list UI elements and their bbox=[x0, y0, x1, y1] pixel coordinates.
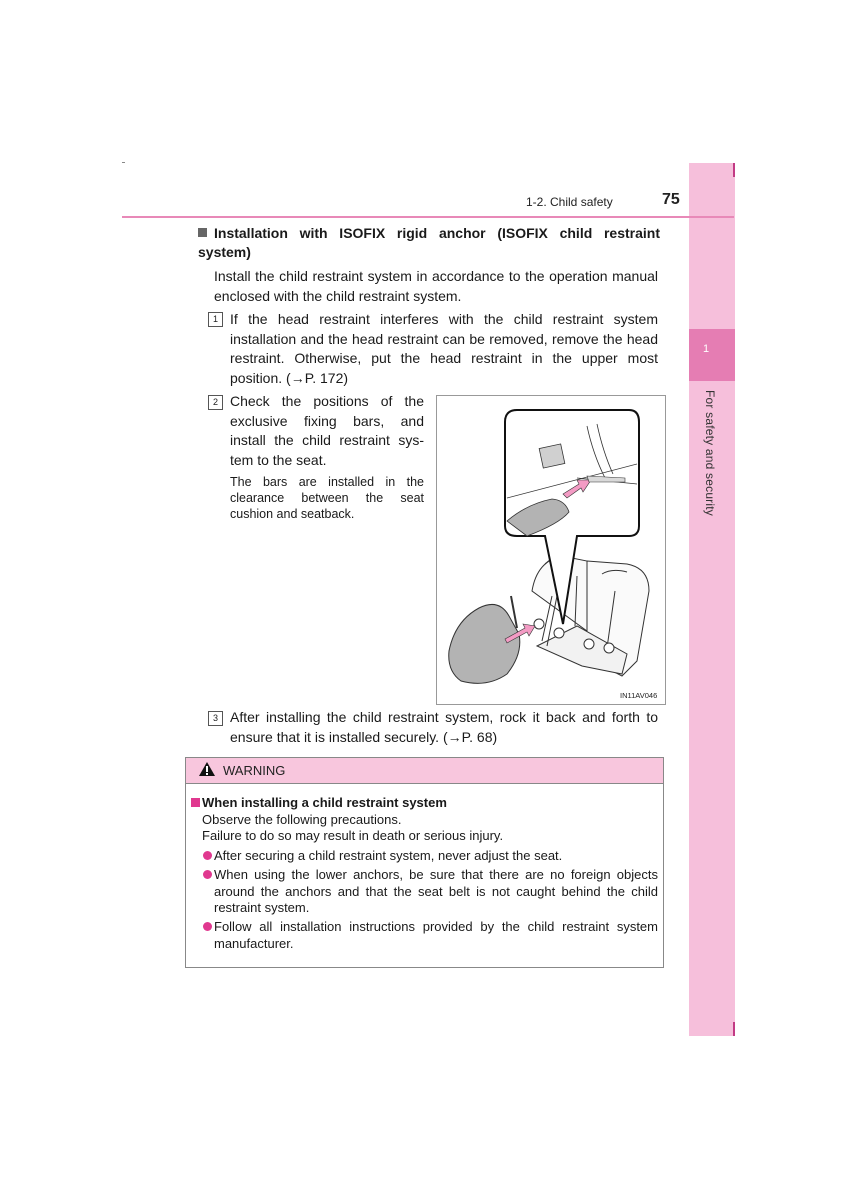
page-number: 75 bbox=[662, 191, 680, 208]
step-number-1: 1 bbox=[208, 312, 223, 327]
bullet-icon bbox=[203, 922, 212, 931]
warning-label: WARNING bbox=[223, 763, 286, 778]
chapter-number: 1 bbox=[703, 343, 710, 355]
isofix-illustration bbox=[436, 395, 666, 705]
header-rule bbox=[122, 216, 734, 218]
section-title: 1-2. Child safety bbox=[526, 195, 613, 209]
tab-edge-mark-bottom bbox=[733, 1022, 735, 1036]
section-heading bbox=[198, 224, 660, 262]
chapter-title: For safety and security bbox=[703, 390, 717, 516]
warning-subheading bbox=[191, 795, 447, 810]
intro-paragraph: Install the child restraint system in accordance to the operation manual enclosed with the child restraint system. bbox=[214, 268, 658, 304]
heading-text: Installation with ISOFIX rigid anchor (ISOFIX child restraint system) bbox=[198, 225, 660, 260]
heading-square-icon bbox=[198, 228, 207, 237]
step-number-3: 3 bbox=[208, 711, 223, 726]
warning-line-1: Observe the following precautions. bbox=[202, 812, 402, 827]
tab-edge-mark-top bbox=[733, 163, 735, 177]
crop-mark bbox=[122, 162, 125, 163]
step-number-2: 2 bbox=[208, 395, 223, 410]
step-1-text: If the head restraint interferes with the child restraint system installation and the head restraint can be removed, remove the head restraint. Otherwise, put the head restraint in the upper most position. (→P. 172) bbox=[230, 311, 658, 386]
bullet-icon bbox=[203, 870, 212, 879]
figure-code: IN11AV046 bbox=[620, 691, 658, 700]
warning-bullet-2: When using the lower anchors, be sure that there are no foreign objects around the anchors and that the seat belt is not caught behind the child restraint system. bbox=[214, 867, 658, 915]
bullet-icon bbox=[203, 851, 212, 860]
chapter-number-block bbox=[689, 329, 735, 381]
warning-subheading-text: When installing a child restraint system bbox=[202, 795, 447, 810]
pink-square-icon bbox=[191, 798, 200, 807]
warning-line-2: Failure to do so may result in death or serious injury. bbox=[202, 828, 504, 843]
warning-bullet-1: After securing a child restraint system, never adjust the seat. bbox=[214, 848, 563, 863]
step-2-note: The bars are installed in the clearance between the seat cushion and seatback. bbox=[230, 475, 424, 521]
warning-bullet-3: Follow all installation instructions provided by the child restraint system manufacturer. bbox=[214, 919, 658, 951]
step-2-text: Check the positions of the exclusive fixing bars, and install the child restraint sys-tem to the seat. bbox=[230, 393, 424, 468]
chapter-side-tab bbox=[689, 163, 735, 1036]
step-3-text: After installing the child restraint system, rock it back and forth to ensure that it is installed securely. (→P. 68) bbox=[230, 709, 658, 745]
seat-anchor-drawing bbox=[437, 396, 665, 704]
warning-triangle-icon bbox=[198, 761, 216, 777]
